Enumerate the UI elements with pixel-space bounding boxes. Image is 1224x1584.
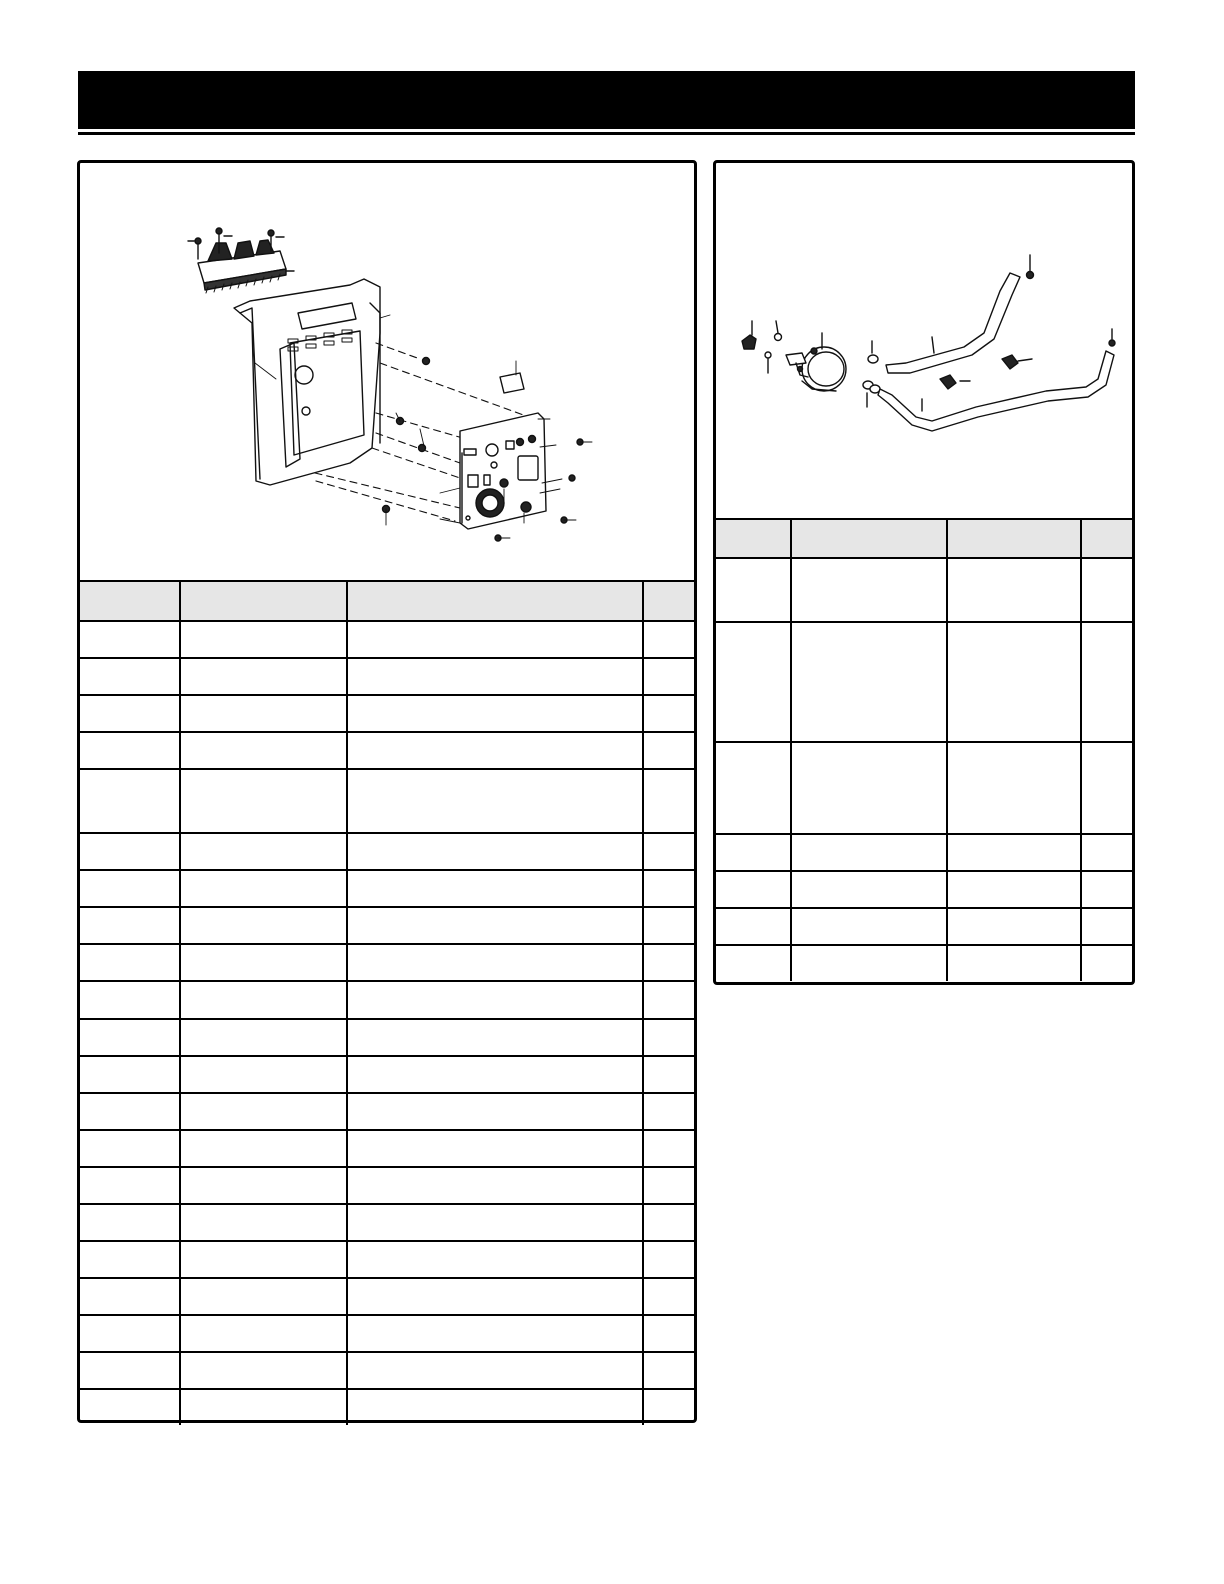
relay-illustration: [500, 373, 524, 393]
cell-qty: [643, 695, 694, 732]
cell-part-no: [180, 1278, 347, 1315]
cell-qty: [643, 1241, 694, 1278]
table-header-row: [80, 581, 694, 621]
control-plate-illustration: [460, 413, 546, 529]
cell-part-no: [791, 871, 947, 908]
table-row: [80, 1093, 694, 1130]
fuel-system-parts-panel: [713, 160, 1135, 985]
cell-ref-no: [80, 695, 180, 732]
cell-description: [347, 1167, 643, 1204]
cell-ref-no: [716, 945, 791, 981]
cell-qty: [1081, 871, 1132, 908]
cell-description: [347, 621, 643, 658]
cell-part-no: [791, 945, 947, 981]
cell-ref-no: [80, 769, 180, 833]
bracket-illustration: [742, 321, 782, 373]
table-row: [80, 1019, 694, 1056]
section-header-bar: [78, 71, 1135, 129]
table-row: [80, 870, 694, 907]
cell-qty: [1081, 558, 1132, 622]
cell-description: [947, 622, 1081, 742]
cell-part-no: [180, 1315, 347, 1352]
cell-description: [947, 742, 1081, 834]
hose-fitting: [1027, 272, 1034, 279]
header-rule: [78, 132, 1135, 135]
cell-description: [347, 1315, 643, 1352]
cell-part-no: [180, 1093, 347, 1130]
cell-description: [347, 732, 643, 769]
cell-part-no: [791, 558, 947, 622]
cell-ref-no: [80, 1315, 180, 1352]
cell-ref-no: [80, 1167, 180, 1204]
cell-ref-no: [716, 742, 791, 834]
header-description: [347, 581, 643, 621]
cell-description: [947, 834, 1081, 871]
fuel-valve-illustration: [786, 333, 846, 391]
hose-clamps: [863, 341, 880, 407]
cell-qty: [643, 833, 694, 870]
table-row: [716, 742, 1132, 834]
cell-description: [347, 833, 643, 870]
table-row: [716, 558, 1132, 622]
table-row: [716, 871, 1132, 908]
table-row: [80, 1204, 694, 1241]
cell-description: [347, 1278, 643, 1315]
cell-qty: [643, 1019, 694, 1056]
table-row: [80, 732, 694, 769]
cell-description: [347, 1241, 643, 1278]
table-row: [80, 1352, 694, 1389]
cell-description: [347, 944, 643, 981]
cell-ref-no: [80, 1204, 180, 1241]
cell-qty: [1081, 908, 1132, 945]
header-qty: [643, 581, 694, 621]
cell-qty: [643, 1167, 694, 1204]
cell-description: [347, 1130, 643, 1167]
cell-description: [347, 1093, 643, 1130]
cell-description: [347, 907, 643, 944]
cell-ref-no: [80, 1130, 180, 1167]
table-row: [716, 945, 1132, 981]
table-row: [80, 981, 694, 1019]
cell-part-no: [180, 907, 347, 944]
header-part-no: [791, 519, 947, 558]
cell-ref-no: [716, 558, 791, 622]
cell-ref-no: [80, 732, 180, 769]
cell-description: [347, 658, 643, 695]
cell-ref-no: [80, 658, 180, 695]
cell-ref-no: [80, 870, 180, 907]
cell-qty: [643, 1093, 694, 1130]
cell-ref-no: [80, 907, 180, 944]
table-row: [80, 658, 694, 695]
cell-part-no: [180, 1204, 347, 1241]
cell-part-no: [180, 1352, 347, 1389]
cell-description: [947, 945, 1081, 981]
table-header-row: [716, 519, 1132, 558]
control-panel-exploded-diagram: [80, 163, 694, 583]
cell-description: [347, 870, 643, 907]
cell-part-no: [791, 834, 947, 871]
cell-qty: [643, 1389, 694, 1425]
cell-qty: [643, 944, 694, 981]
cell-ref-no: [80, 1352, 180, 1389]
cell-ref-no: [716, 908, 791, 945]
cell-ref-no: [80, 944, 180, 981]
control-panel-parts-panel: [77, 160, 697, 1423]
front-housing-illustration: [234, 279, 380, 485]
cell-qty: [643, 870, 694, 907]
cell-qty: [643, 1204, 694, 1241]
cell-ref-no: [80, 1019, 180, 1056]
table-row: [80, 621, 694, 658]
cell-ref-no: [80, 1093, 180, 1130]
table-row: [80, 695, 694, 732]
cell-part-no: [180, 981, 347, 1019]
table-row: [716, 834, 1132, 871]
cell-part-no: [180, 1389, 347, 1425]
cell-ref-no: [80, 1278, 180, 1315]
cell-part-no: [180, 1167, 347, 1204]
cell-qty: [643, 621, 694, 658]
cell-part-no: [791, 742, 947, 834]
cell-part-no: [791, 908, 947, 945]
cell-ref-no: [80, 981, 180, 1019]
cell-ref-no: [716, 871, 791, 908]
header-part-no: [180, 581, 347, 621]
cell-part-no: [180, 833, 347, 870]
cell-description: [347, 1352, 643, 1389]
cell-part-no: [180, 658, 347, 695]
cell-description: [347, 695, 643, 732]
table-row: [80, 1167, 694, 1204]
cell-part-no: [180, 732, 347, 769]
table-row: [716, 622, 1132, 742]
fuel-system-exploded-diagram: [716, 163, 1132, 518]
cell-part-no: [791, 622, 947, 742]
cell-description: [947, 871, 1081, 908]
cell-description: [347, 1389, 643, 1425]
header-qty: [1081, 519, 1132, 558]
cell-ref-no: [80, 833, 180, 870]
hose-fittings: [940, 329, 1115, 389]
cell-qty: [643, 1130, 694, 1167]
header-ref-no: [80, 581, 180, 621]
cell-part-no: [180, 695, 347, 732]
cell-qty: [643, 1278, 694, 1315]
cell-qty: [643, 769, 694, 833]
table-row: [716, 908, 1132, 945]
cell-description: [347, 1019, 643, 1056]
header-ref-no: [716, 519, 791, 558]
cell-qty: [643, 907, 694, 944]
table-row: [80, 1241, 694, 1278]
cell-qty: [643, 658, 694, 695]
cell-part-no: [180, 870, 347, 907]
cell-qty: [643, 1056, 694, 1093]
cell-description: [947, 558, 1081, 622]
cell-description: [947, 908, 1081, 945]
cell-part-no: [180, 621, 347, 658]
cell-qty: [1081, 945, 1132, 981]
cell-part-no: [180, 769, 347, 833]
table-row: [80, 1056, 694, 1093]
table-row: [80, 1278, 694, 1315]
header-description: [947, 519, 1081, 558]
table-row: [80, 1130, 694, 1167]
control-panel-parts-table: [80, 580, 694, 1425]
cell-ref-no: [80, 1389, 180, 1425]
table-row: [80, 907, 694, 944]
cell-description: [347, 1204, 643, 1241]
table-row: [80, 833, 694, 870]
cell-qty: [1081, 742, 1132, 834]
cell-description: [347, 981, 643, 1019]
table-row: [80, 944, 694, 981]
cell-qty: [1081, 834, 1132, 871]
table-row: [80, 769, 694, 833]
cell-part-no: [180, 1019, 347, 1056]
cell-description: [347, 769, 643, 833]
table-row: [80, 1389, 694, 1425]
fuel-system-parts-table: [716, 518, 1132, 981]
cell-ref-no: [80, 1056, 180, 1093]
cell-ref-no: [716, 834, 791, 871]
cell-ref-no: [80, 621, 180, 658]
cell-qty: [643, 1315, 694, 1352]
cell-ref-no: [80, 1241, 180, 1278]
cell-qty: [643, 1352, 694, 1389]
upper-hose: [886, 273, 1020, 373]
table-row: [80, 1315, 694, 1352]
inverter-module-illustration: [198, 240, 286, 293]
cell-qty: [1081, 622, 1132, 742]
cell-part-no: [180, 944, 347, 981]
cell-description: [347, 1056, 643, 1093]
cell-qty: [643, 981, 694, 1019]
cell-part-no: [180, 1130, 347, 1167]
cell-part-no: [180, 1241, 347, 1278]
cell-ref-no: [716, 622, 791, 742]
cell-part-no: [180, 1056, 347, 1093]
cell-qty: [643, 732, 694, 769]
